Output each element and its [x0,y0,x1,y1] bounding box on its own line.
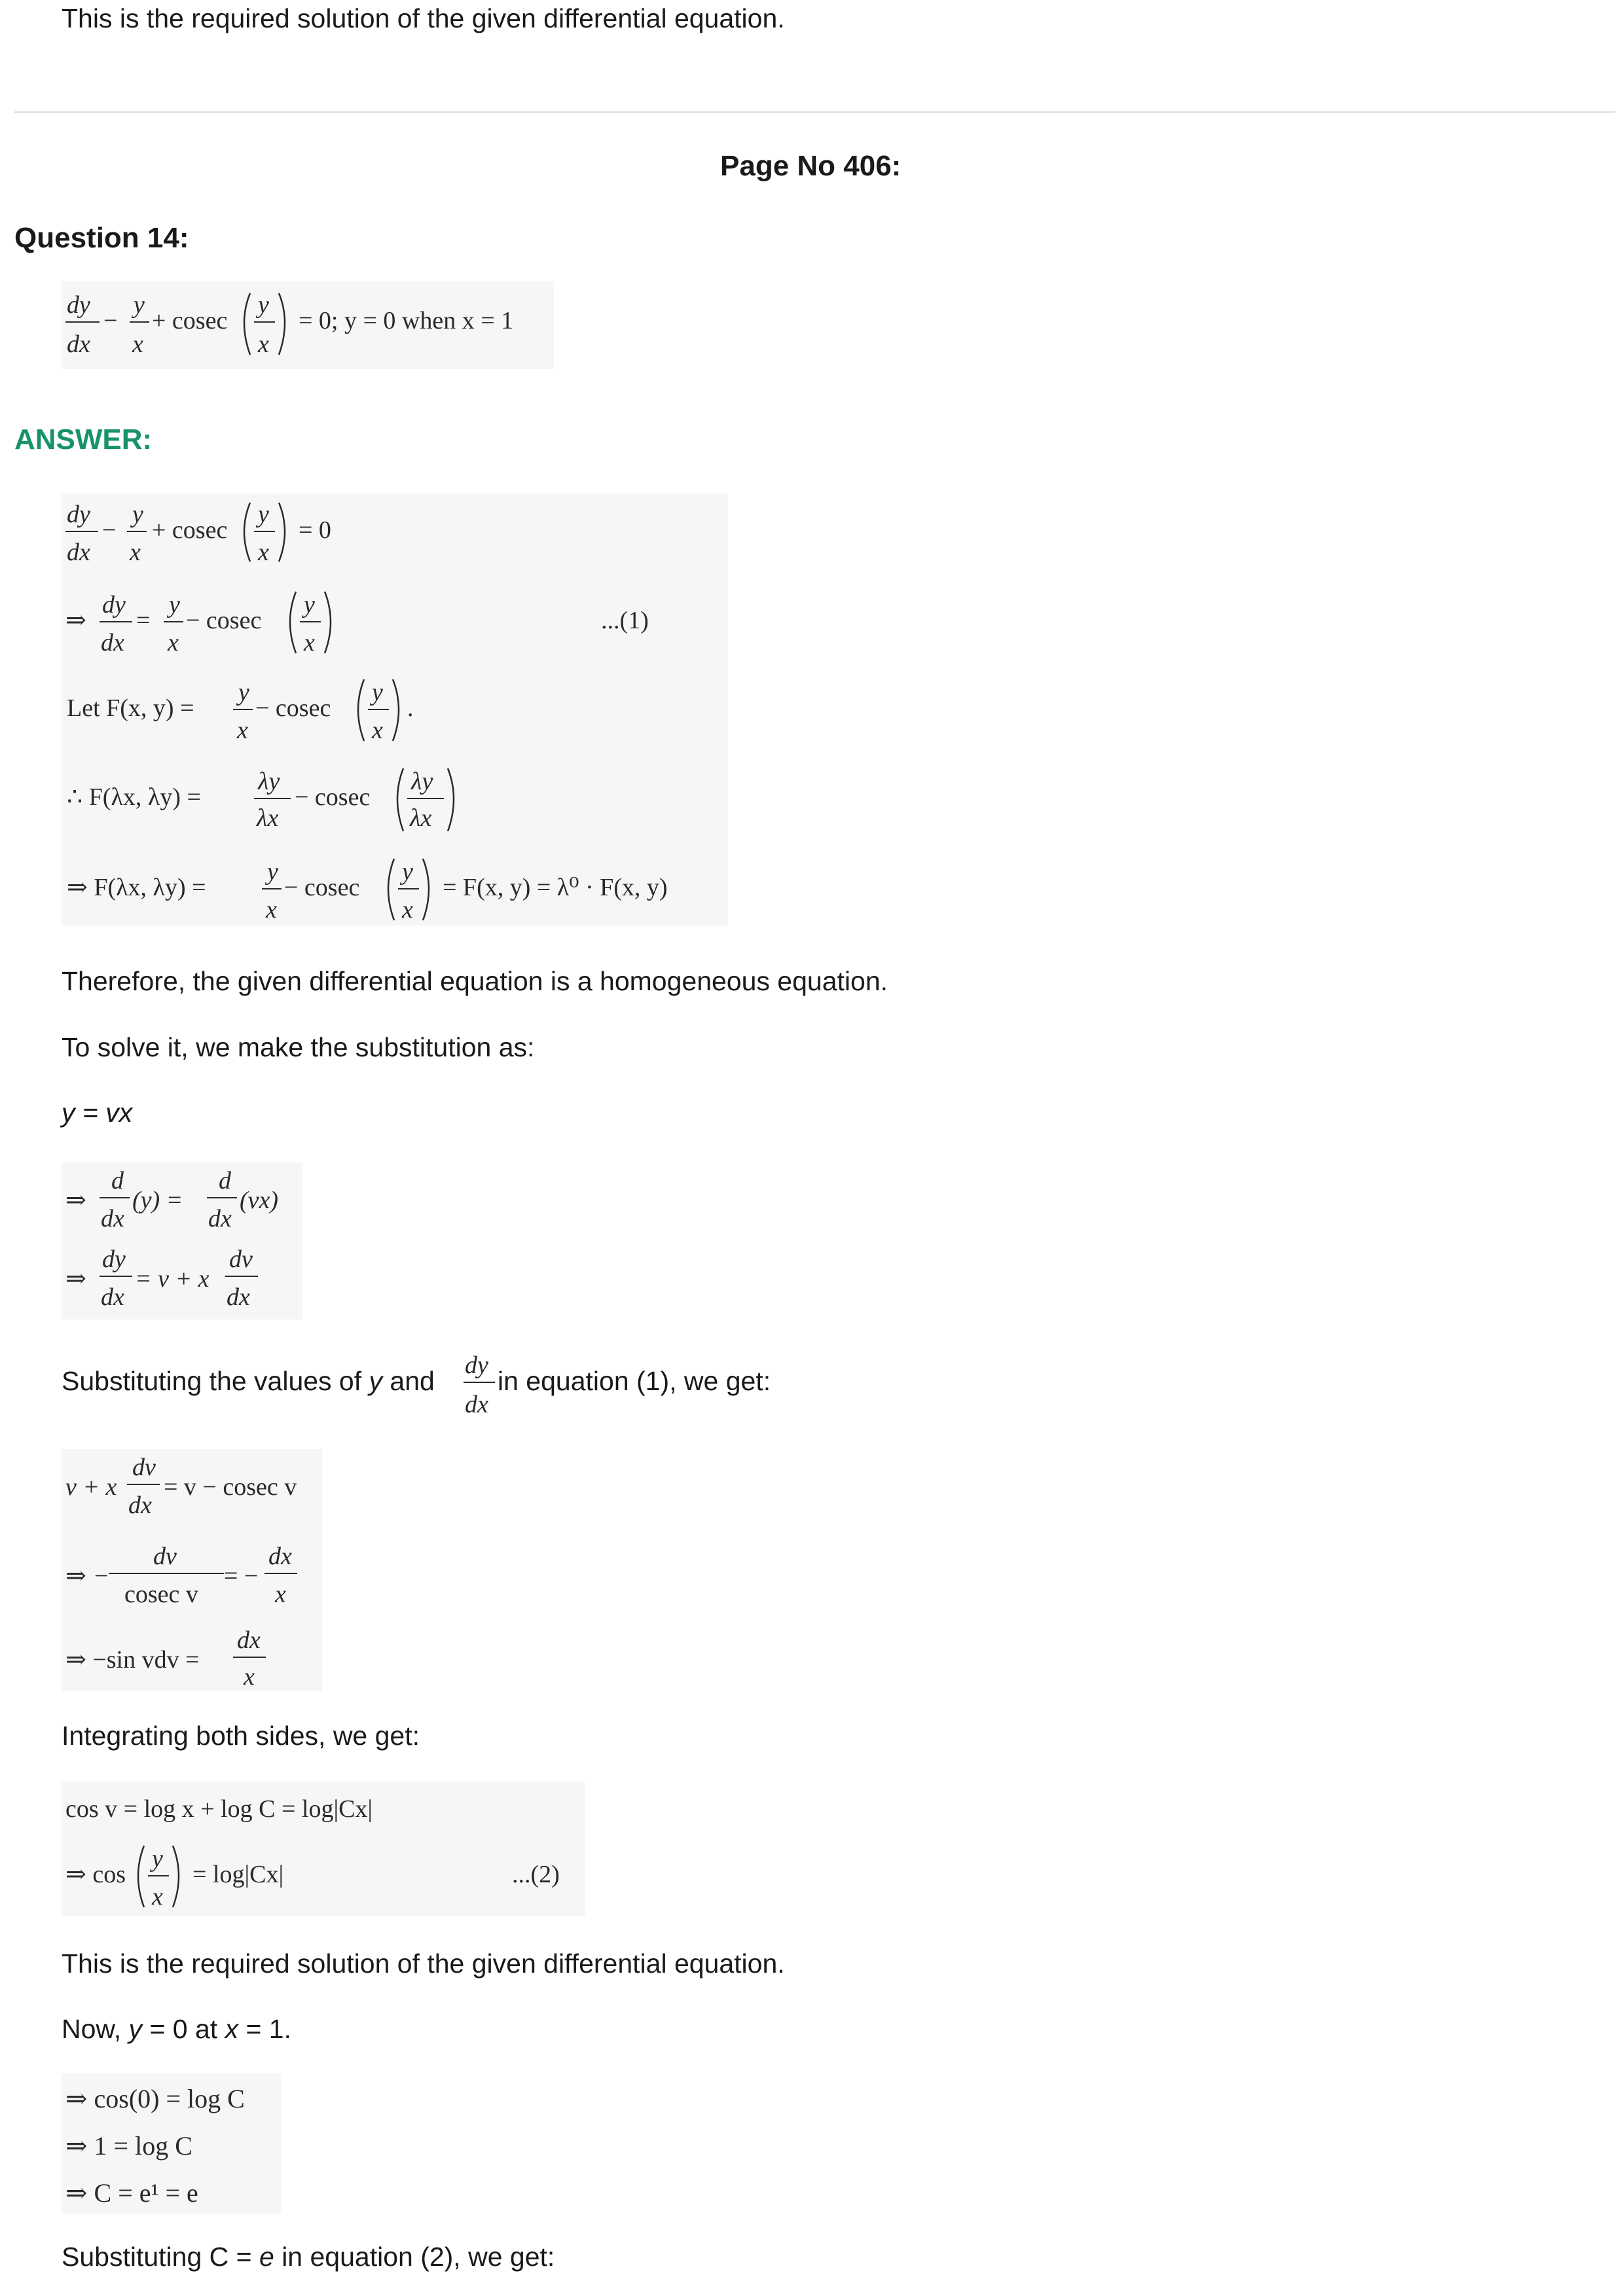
svg-text:d: d [219,1167,231,1194]
svg-text:− cosec: − cosec [284,874,360,901]
svg-text:dy: dy [102,591,126,619]
svg-text:dy: dy [102,1246,126,1273]
equation-block-integration [62,1782,585,1916]
svg-text:x: x [237,717,248,744]
svg-text:= v − cosec v: = v − cosec v [164,1473,297,1501]
para-substituting-end: in equation (1), we get: [498,1366,771,1396]
svg-text:λy: λy [411,768,433,795]
svg-text:x: x [372,717,383,744]
svg-text:y: y [169,591,180,619]
svg-text:= 0: = 0 [299,516,331,544]
svg-text:+ cosec: + cosec [152,516,228,544]
svg-text:x: x [132,331,143,358]
svg-text:.: . [407,694,414,722]
svg-text:y: y [372,679,383,706]
svg-text:= 0; y = 0 when x = 1: = 0; y = 0 when x = 1 [299,307,514,334]
svg-text:dv: dv [153,1543,177,1570]
para-required: This is the required solution of the given differential equation. [62,1948,785,1979]
svg-text:⇒: ⇒ [65,1562,86,1590]
svg-text:dy: dy [67,501,90,528]
svg-text:dx: dx [227,1283,250,1311]
svg-text:x: x [266,896,277,924]
svg-text:y: y [402,858,413,886]
svg-text:⇒ −sin vdv =: ⇒ −sin vdv = [65,1646,200,1674]
svg-text:x: x [258,331,269,358]
svg-text:dx: dx [67,331,90,358]
svg-text:dy: dy [465,1352,488,1379]
svg-text:(vx): (vx) [240,1187,279,1214]
inline-dy-dx [462,1348,498,1420]
equation-block-derivative [62,1162,302,1319]
svg-text:dx: dx [67,539,90,566]
svg-text:x: x [244,1663,255,1691]
svg-text:dx: dx [237,1626,261,1654]
svg-text:dv: dv [229,1246,253,1273]
answer-label: ANSWER: [14,423,153,456]
page-header: Page No 406: [720,150,902,182]
svg-text:=: = [136,607,151,634]
svg-text:λy: λy [258,768,280,795]
para-homogeneous: Therefore, the given differential equation is a homogeneous equation. [62,966,888,996]
top-line: This is the required solution of the given differential equation. [62,3,785,33]
svg-text:= −: = − [224,1562,259,1590]
svg-text:⇒: ⇒ [65,607,86,634]
svg-text:= F(x, y) = λ⁰ · F(x, y): = F(x, y) = λ⁰ · F(x, y) [443,874,668,901]
svg-text:dx: dx [208,1205,232,1232]
svg-text:− cosec: − cosec [255,694,331,722]
svg-text:x: x [304,629,315,656]
question-equation [62,281,554,369]
svg-text:x: x [130,539,141,566]
svg-text:cos v = log x + log C = log|Cx: cos v = log x + log C = log|Cx| [65,1795,373,1823]
svg-text:⇒ cos: ⇒ cos [65,1861,126,1888]
svg-text:y: y [258,291,269,319]
substitution-eq: y = vx [62,1098,133,1128]
svg-text:λx: λx [257,804,279,832]
svg-text:dx: dx [465,1391,488,1418]
svg-text:dx: dx [128,1492,152,1519]
svg-text:x: x [275,1581,286,1608]
svg-text:y: y [132,501,143,528]
equation-tag-2: ...(2) [512,1861,560,1888]
equation-block-separation [62,1449,322,1691]
svg-text:x: x [402,896,413,924]
svg-text:− cosec: − cosec [186,607,262,634]
svg-text:⇒: ⇒ [65,1265,86,1293]
equation-block-constant [62,2073,282,2214]
svg-text:x: x [168,629,179,656]
svg-text:dx: dx [268,1543,292,1570]
svg-text:x: x [258,539,269,566]
svg-text:y: y [152,1845,163,1873]
svg-text:−: − [103,307,118,334]
svg-text:y: y [134,291,145,319]
svg-text:⇒ C = e¹ = e: ⇒ C = e¹ = e [65,2178,198,2208]
svg-text:x: x [152,1883,163,1910]
svg-text:dx: dx [101,1205,124,1232]
equation-tag-1: ...(1) [601,607,649,634]
svg-text:⇒ 1 = log C: ⇒ 1 = log C [65,2131,192,2161]
svg-text:y: y [267,858,278,886]
svg-text:dx: dx [101,1283,124,1311]
svg-text:− cosec: − cosec [295,783,371,811]
para-now: Now, y = 0 at x = 1. [62,2014,291,2044]
svg-text:−: − [94,1562,109,1590]
svg-text:= v + x: = v + x [135,1265,210,1293]
para-substituting: Substituting the values of y and [62,1366,435,1396]
svg-text:λx: λx [410,804,432,832]
svg-text:dv: dv [132,1454,156,1481]
svg-text:cosec v: cosec v [124,1581,198,1608]
svg-text:y: y [258,501,269,528]
para-substitution: To solve it, we make the substitution as: [62,1032,535,1062]
para-final: Substituting C = e in equation (2), we get: [62,2242,555,2272]
svg-text:⇒ F(λx, λy) =: ⇒ F(λx, λy) = [67,874,206,901]
svg-text:(y) =: (y) = [132,1187,183,1214]
svg-text:y: y [304,591,315,619]
svg-text:⇒ cos(0) = log C: ⇒ cos(0) = log C [65,2084,245,2113]
question-title: Question 14: [14,222,189,254]
svg-text:dx: dx [101,629,124,656]
svg-text:Let F(x, y) =: Let F(x, y) = [67,694,194,722]
para-integrating: Integrating both sides, we get: [62,1721,420,1751]
q-dy: dy [67,291,90,319]
svg-text:+ cosec: + cosec [152,307,228,334]
svg-text:= log|Cx|: = log|Cx| [192,1861,284,1888]
svg-text:−: − [102,516,117,544]
divider [14,111,1615,113]
svg-text:y: y [238,679,249,706]
svg-text:d: d [111,1167,124,1194]
svg-text:∴ F(λx, λy) =: ∴ F(λx, λy) = [67,783,201,811]
svg-text:⇒: ⇒ [65,1187,86,1214]
svg-text:v + x: v + x [65,1473,117,1501]
equation-block-homogeneous [62,493,728,925]
